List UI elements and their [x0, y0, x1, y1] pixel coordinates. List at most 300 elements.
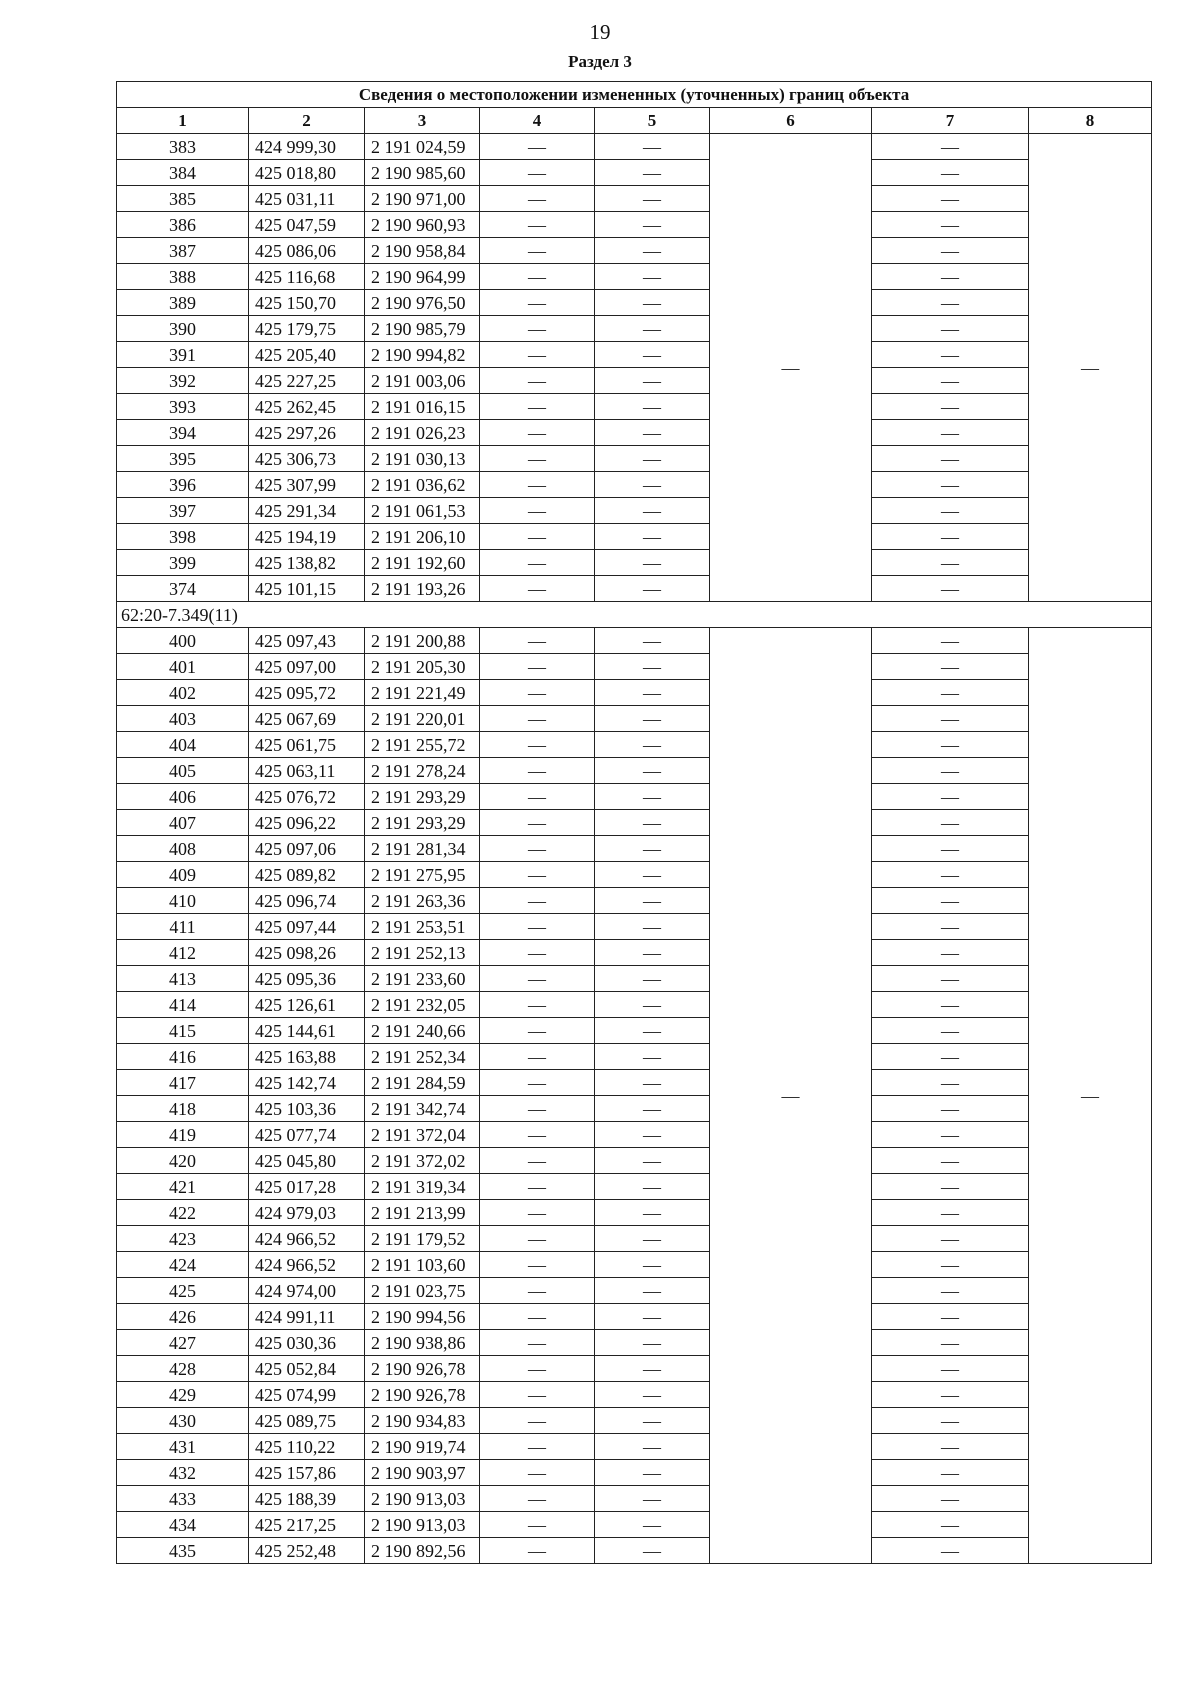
table-row [117, 342, 1152, 368]
col4-value-cell: — [480, 1434, 595, 1460]
coord-y-cell: 2 190 976,50 [365, 290, 480, 316]
col7-value-cell: — [872, 1174, 1029, 1200]
point-number-cell: 434 [117, 1512, 249, 1538]
col5-value-cell: — [595, 1226, 710, 1252]
point-number-cell: 415 [117, 1018, 249, 1044]
col4-value-cell: — [480, 264, 595, 290]
coord-x-cell: 425 077,74 [249, 1122, 365, 1148]
coord-x-cell: 425 097,06 [249, 836, 365, 862]
col5-value-cell: — [595, 1148, 710, 1174]
table-row [117, 524, 1152, 550]
coord-y-cell: 2 190 985,79 [365, 316, 480, 342]
point-number-cell: 410 [117, 888, 249, 914]
coord-x-cell: 425 076,72 [249, 784, 365, 810]
col4-value-cell: — [480, 1252, 595, 1278]
coord-x-cell: 425 052,84 [249, 1356, 365, 1382]
coord-x-cell: 425 097,00 [249, 654, 365, 680]
coord-y-cell: 2 191 253,51 [365, 914, 480, 940]
col4-value-cell: — [480, 1018, 595, 1044]
col4-value-cell: — [480, 1200, 595, 1226]
table-row [117, 186, 1152, 212]
point-number-cell: 423 [117, 1226, 249, 1252]
col7-value-cell: — [872, 316, 1029, 342]
col7-value-cell: — [872, 1200, 1029, 1226]
coord-x-cell: 425 096,22 [249, 810, 365, 836]
column-header-row [117, 108, 1152, 134]
coord-x-cell: 425 095,72 [249, 680, 365, 706]
col7-value-cell: — [872, 706, 1029, 732]
point-number-cell: 401 [117, 654, 249, 680]
point-number-cell: 421 [117, 1174, 249, 1200]
col7-value-cell: — [872, 628, 1029, 654]
table-row [117, 1096, 1152, 1122]
col4-value-cell: — [480, 316, 595, 342]
point-number-cell: 413 [117, 966, 249, 992]
table-row [117, 290, 1152, 316]
col7-value-cell: — [872, 368, 1029, 394]
table-row [117, 1070, 1152, 1096]
col5-value-cell: — [595, 1460, 710, 1486]
coord-x-cell: 425 031,11 [249, 186, 365, 212]
table-row [117, 1356, 1152, 1382]
col7-value-cell: — [872, 966, 1029, 992]
col4-value-cell: — [480, 628, 595, 654]
coord-x-cell: 425 103,36 [249, 1096, 365, 1122]
col5-value-cell: — [595, 1278, 710, 1304]
coord-y-cell: 2 191 233,60 [365, 966, 480, 992]
coord-x-cell: 425 101,15 [249, 576, 365, 602]
col5-value-cell: — [595, 888, 710, 914]
table-row [117, 1018, 1152, 1044]
table-row [117, 992, 1152, 1018]
col8-merged-cell: — [1029, 134, 1152, 602]
col5-value-cell: — [595, 914, 710, 940]
point-number-cell: 383 [117, 134, 249, 160]
col7-value-cell: — [872, 1278, 1029, 1304]
col4-value-cell: — [480, 784, 595, 810]
col4-value-cell: — [480, 1486, 595, 1512]
coord-x-cell: 425 138,82 [249, 550, 365, 576]
point-number-cell: 389 [117, 290, 249, 316]
col7-value-cell: — [872, 1330, 1029, 1356]
col5-value-cell: — [595, 238, 710, 264]
col7-value-cell: — [872, 238, 1029, 264]
coord-y-cell: 2 191 252,34 [365, 1044, 480, 1070]
col7-value-cell: — [872, 550, 1029, 576]
col4-value-cell: — [480, 992, 595, 1018]
coord-x-cell: 425 030,36 [249, 1330, 365, 1356]
point-number-cell: 398 [117, 524, 249, 550]
table-row [117, 264, 1152, 290]
coord-x-cell: 425 018,80 [249, 160, 365, 186]
column-header-1: 1 [117, 108, 249, 134]
col5-value-cell: — [595, 680, 710, 706]
coord-y-cell: 2 190 903,97 [365, 1460, 480, 1486]
col4-value-cell: — [480, 1408, 595, 1434]
col7-value-cell: — [872, 1486, 1029, 1512]
col7-value-cell: — [872, 1096, 1029, 1122]
coord-x-cell: 425 116,68 [249, 264, 365, 290]
coord-y-cell: 2 190 926,78 [365, 1356, 480, 1382]
col8-merged-cell: — [1029, 628, 1152, 1564]
point-number-cell: 416 [117, 1044, 249, 1070]
coord-y-cell: 2 191 263,36 [365, 888, 480, 914]
point-number-cell: 425 [117, 1278, 249, 1304]
col4-value-cell: — [480, 186, 595, 212]
point-number-cell: 404 [117, 732, 249, 758]
col6-merged-cell: — [710, 134, 872, 602]
col7-value-cell: — [872, 992, 1029, 1018]
col5-value-cell: — [595, 1330, 710, 1356]
coord-y-cell: 2 190 913,03 [365, 1512, 480, 1538]
col7-value-cell: — [872, 1070, 1029, 1096]
coord-y-cell: 2 191 232,05 [365, 992, 480, 1018]
col5-value-cell: — [595, 628, 710, 654]
col7-value-cell: — [872, 1538, 1029, 1564]
col4-value-cell: — [480, 420, 595, 446]
coord-y-cell: 2 191 200,88 [365, 628, 480, 654]
table-row [117, 498, 1152, 524]
table-row [117, 1044, 1152, 1070]
table-row [117, 1304, 1152, 1330]
coord-y-cell: 2 191 213,99 [365, 1200, 480, 1226]
point-number-cell: 432 [117, 1460, 249, 1486]
col5-value-cell: — [595, 342, 710, 368]
col7-value-cell: — [872, 446, 1029, 472]
col5-value-cell: — [595, 550, 710, 576]
col4-value-cell: — [480, 888, 595, 914]
col5-value-cell: — [595, 316, 710, 342]
point-number-cell: 396 [117, 472, 249, 498]
coord-x-cell: 425 110,22 [249, 1434, 365, 1460]
col7-value-cell: — [872, 264, 1029, 290]
coord-y-cell: 2 190 971,00 [365, 186, 480, 212]
table-row [117, 1382, 1152, 1408]
table-row [117, 134, 1152, 160]
coord-x-cell: 425 067,69 [249, 706, 365, 732]
coord-y-cell: 2 190 934,83 [365, 1408, 480, 1434]
col7-value-cell: — [872, 394, 1029, 420]
table-row [117, 836, 1152, 862]
coord-y-cell: 2 191 255,72 [365, 732, 480, 758]
col5-value-cell: — [595, 862, 710, 888]
col4-value-cell: — [480, 1460, 595, 1486]
col7-value-cell: — [872, 940, 1029, 966]
coord-y-cell: 2 191 284,59 [365, 1070, 480, 1096]
col7-value-cell: — [872, 1122, 1029, 1148]
col7-value-cell: — [872, 810, 1029, 836]
table-row [117, 446, 1152, 472]
col4-value-cell: — [480, 1148, 595, 1174]
table-row [117, 1434, 1152, 1460]
point-number-cell: 403 [117, 706, 249, 732]
table-row [117, 472, 1152, 498]
col4-value-cell: — [480, 238, 595, 264]
coord-y-cell: 2 190 994,82 [365, 342, 480, 368]
col5-value-cell: — [595, 394, 710, 420]
col4-value-cell: — [480, 342, 595, 368]
table-row [117, 862, 1152, 888]
col5-value-cell: — [595, 368, 710, 394]
point-number-cell: 387 [117, 238, 249, 264]
point-number-cell: 408 [117, 836, 249, 862]
coord-x-cell: 425 252,48 [249, 1538, 365, 1564]
col5-value-cell: — [595, 940, 710, 966]
col5-value-cell: — [595, 758, 710, 784]
col4-value-cell: — [480, 862, 595, 888]
coord-y-cell: 2 191 220,01 [365, 706, 480, 732]
col5-value-cell: — [595, 472, 710, 498]
coord-y-cell: 2 191 192,60 [365, 550, 480, 576]
col7-value-cell: — [872, 134, 1029, 160]
col5-value-cell: — [595, 1304, 710, 1330]
coord-x-cell: 425 150,70 [249, 290, 365, 316]
table-row [117, 654, 1152, 680]
col4-value-cell: — [480, 1538, 595, 1564]
col7-value-cell: — [872, 862, 1029, 888]
coord-y-cell: 2 190 964,99 [365, 264, 480, 290]
table-row [117, 1512, 1152, 1538]
col7-value-cell: — [872, 1148, 1029, 1174]
coord-y-cell: 2 191 179,52 [365, 1226, 480, 1252]
col7-value-cell: — [872, 836, 1029, 862]
col4-value-cell: — [480, 446, 595, 472]
col4-value-cell: — [480, 1096, 595, 1122]
coord-y-cell: 2 191 372,04 [365, 1122, 480, 1148]
table-row [117, 550, 1152, 576]
col5-value-cell: — [595, 160, 710, 186]
point-number-cell: 386 [117, 212, 249, 238]
col7-value-cell: — [872, 784, 1029, 810]
coord-y-cell: 2 191 193,26 [365, 576, 480, 602]
coord-y-cell: 2 191 036,62 [365, 472, 480, 498]
coord-y-cell: 2 191 278,24 [365, 758, 480, 784]
point-number-cell: 400 [117, 628, 249, 654]
col4-value-cell: — [480, 498, 595, 524]
col5-value-cell: — [595, 576, 710, 602]
table-row [117, 160, 1152, 186]
coord-x-cell: 425 086,06 [249, 238, 365, 264]
boundary-coordinates-table [116, 81, 1152, 1564]
col5-value-cell: — [595, 1044, 710, 1070]
col7-value-cell: — [872, 342, 1029, 368]
table-row [117, 394, 1152, 420]
coord-y-cell: 2 190 913,03 [365, 1486, 480, 1512]
table-row [117, 628, 1152, 654]
col7-value-cell: — [872, 576, 1029, 602]
col7-value-cell: — [872, 654, 1029, 680]
point-number-cell: 411 [117, 914, 249, 940]
point-number-cell: 409 [117, 862, 249, 888]
col4-value-cell: — [480, 706, 595, 732]
coord-x-cell: 425 297,26 [249, 420, 365, 446]
col7-value-cell: — [872, 1226, 1029, 1252]
col7-value-cell: — [872, 524, 1029, 550]
coord-x-cell: 425 097,44 [249, 914, 365, 940]
point-number-cell: 390 [117, 316, 249, 342]
coord-y-cell: 2 191 103,60 [365, 1252, 480, 1278]
table-row [117, 368, 1152, 394]
col7-value-cell: — [872, 1018, 1029, 1044]
col5-value-cell: — [595, 654, 710, 680]
col7-value-cell: — [872, 1512, 1029, 1538]
col5-value-cell: — [595, 1538, 710, 1564]
col4-value-cell: — [480, 290, 595, 316]
col5-value-cell: — [595, 836, 710, 862]
coord-y-cell: 2 190 926,78 [365, 1382, 480, 1408]
col4-value-cell: — [480, 654, 595, 680]
col5-value-cell: — [595, 420, 710, 446]
table-row [117, 732, 1152, 758]
coord-x-cell: 425 096,74 [249, 888, 365, 914]
table-row [117, 1330, 1152, 1356]
coord-x-cell: 425 097,43 [249, 628, 365, 654]
point-number-cell: 433 [117, 1486, 249, 1512]
point-number-cell: 435 [117, 1538, 249, 1564]
col4-value-cell: — [480, 1070, 595, 1096]
col6-merged-cell: — [710, 628, 872, 1564]
coord-x-cell: 425 205,40 [249, 342, 365, 368]
col4-value-cell: — [480, 550, 595, 576]
table-caption: Сведения о местоположении измененных (уточненных) границ объекта [117, 82, 1152, 108]
parcel-group-row [117, 602, 1152, 628]
coord-x-cell: 425 089,82 [249, 862, 365, 888]
table-row [117, 576, 1152, 602]
col5-value-cell: — [595, 1512, 710, 1538]
col5-value-cell: — [595, 1174, 710, 1200]
coord-y-cell: 2 191 003,06 [365, 368, 480, 394]
col5-value-cell: — [595, 186, 710, 212]
coord-x-cell: 425 291,34 [249, 498, 365, 524]
col4-value-cell: — [480, 212, 595, 238]
table-row [117, 420, 1152, 446]
table-row [117, 1148, 1152, 1174]
point-number-cell: 385 [117, 186, 249, 212]
coord-x-cell: 424 966,52 [249, 1252, 365, 1278]
point-number-cell: 422 [117, 1200, 249, 1226]
point-number-cell: 405 [117, 758, 249, 784]
column-header-5: 5 [595, 108, 710, 134]
table-row [117, 1460, 1152, 1486]
table-caption-row [117, 82, 1152, 108]
point-number-cell: 391 [117, 342, 249, 368]
coord-x-cell: 425 306,73 [249, 446, 365, 472]
point-number-cell: 406 [117, 784, 249, 810]
point-number-cell: 428 [117, 1356, 249, 1382]
point-number-cell: 388 [117, 264, 249, 290]
col4-value-cell: — [480, 1512, 595, 1538]
coord-x-cell: 424 966,52 [249, 1226, 365, 1252]
col7-value-cell: — [872, 420, 1029, 446]
column-header-4: 4 [480, 108, 595, 134]
table-row [117, 1278, 1152, 1304]
coord-y-cell: 2 191 252,13 [365, 940, 480, 966]
coord-y-cell: 2 190 958,84 [365, 238, 480, 264]
col5-value-cell: — [595, 524, 710, 550]
coord-x-cell: 425 061,75 [249, 732, 365, 758]
point-number-cell: 418 [117, 1096, 249, 1122]
column-header-7: 7 [872, 108, 1029, 134]
col5-value-cell: — [595, 1200, 710, 1226]
point-number-cell: 412 [117, 940, 249, 966]
table-row [117, 1122, 1152, 1148]
col4-value-cell: — [480, 758, 595, 784]
coord-x-cell: 425 163,88 [249, 1044, 365, 1070]
col4-value-cell: — [480, 836, 595, 862]
coord-y-cell: 2 191 293,29 [365, 810, 480, 836]
coord-x-cell: 425 142,74 [249, 1070, 365, 1096]
col5-value-cell: — [595, 810, 710, 836]
col5-value-cell: — [595, 498, 710, 524]
col5-value-cell: — [595, 1018, 710, 1044]
coord-x-cell: 425 188,39 [249, 1486, 365, 1512]
table-row [117, 1486, 1152, 1512]
coord-x-cell: 425 262,45 [249, 394, 365, 420]
col7-value-cell: — [872, 498, 1029, 524]
col5-value-cell: — [595, 1408, 710, 1434]
col4-value-cell: — [480, 524, 595, 550]
table-row [117, 1174, 1152, 1200]
col4-value-cell: — [480, 576, 595, 602]
coord-y-cell: 2 191 342,74 [365, 1096, 480, 1122]
coord-y-cell: 2 191 061,53 [365, 498, 480, 524]
coord-x-cell: 425 045,80 [249, 1148, 365, 1174]
col4-value-cell: — [480, 680, 595, 706]
col5-value-cell: — [595, 1122, 710, 1148]
point-number-cell: 407 [117, 810, 249, 836]
coord-y-cell: 2 191 206,10 [365, 524, 480, 550]
coord-y-cell: 2 191 281,34 [365, 836, 480, 862]
coord-x-cell: 425 126,61 [249, 992, 365, 1018]
point-number-cell: 394 [117, 420, 249, 446]
col5-value-cell: — [595, 732, 710, 758]
coord-y-cell: 2 191 293,29 [365, 784, 480, 810]
table-row [117, 1226, 1152, 1252]
col7-value-cell: — [872, 160, 1029, 186]
coord-y-cell: 2 191 024,59 [365, 134, 480, 160]
coord-y-cell: 2 190 985,60 [365, 160, 480, 186]
table-row [117, 1538, 1152, 1564]
point-number-cell: 419 [117, 1122, 249, 1148]
page-number: 19 [589, 20, 611, 44]
col5-value-cell: — [595, 134, 710, 160]
table-row [117, 914, 1152, 940]
col5-value-cell: — [595, 784, 710, 810]
col5-value-cell: — [595, 1486, 710, 1512]
coord-x-cell: 424 991,11 [249, 1304, 365, 1330]
point-number-cell: 420 [117, 1148, 249, 1174]
point-number-cell: 429 [117, 1382, 249, 1408]
col7-value-cell: — [872, 1304, 1029, 1330]
col7-value-cell: — [872, 914, 1029, 940]
coord-x-cell: 425 179,75 [249, 316, 365, 342]
table-row [117, 1200, 1152, 1226]
col5-value-cell: — [595, 290, 710, 316]
col4-value-cell: — [480, 134, 595, 160]
col7-value-cell: — [872, 680, 1029, 706]
coord-x-cell: 424 999,30 [249, 134, 365, 160]
table-row [117, 238, 1152, 264]
col4-value-cell: — [480, 1382, 595, 1408]
coord-x-cell: 425 098,26 [249, 940, 365, 966]
coord-y-cell: 2 190 892,56 [365, 1538, 480, 1564]
coord-y-cell: 2 190 919,74 [365, 1434, 480, 1460]
parcel-group-label: 62:20-7.349(11) [117, 602, 1152, 628]
coord-y-cell: 2 191 023,75 [365, 1278, 480, 1304]
col4-value-cell: — [480, 1278, 595, 1304]
col7-value-cell: — [872, 1382, 1029, 1408]
col7-value-cell: — [872, 888, 1029, 914]
